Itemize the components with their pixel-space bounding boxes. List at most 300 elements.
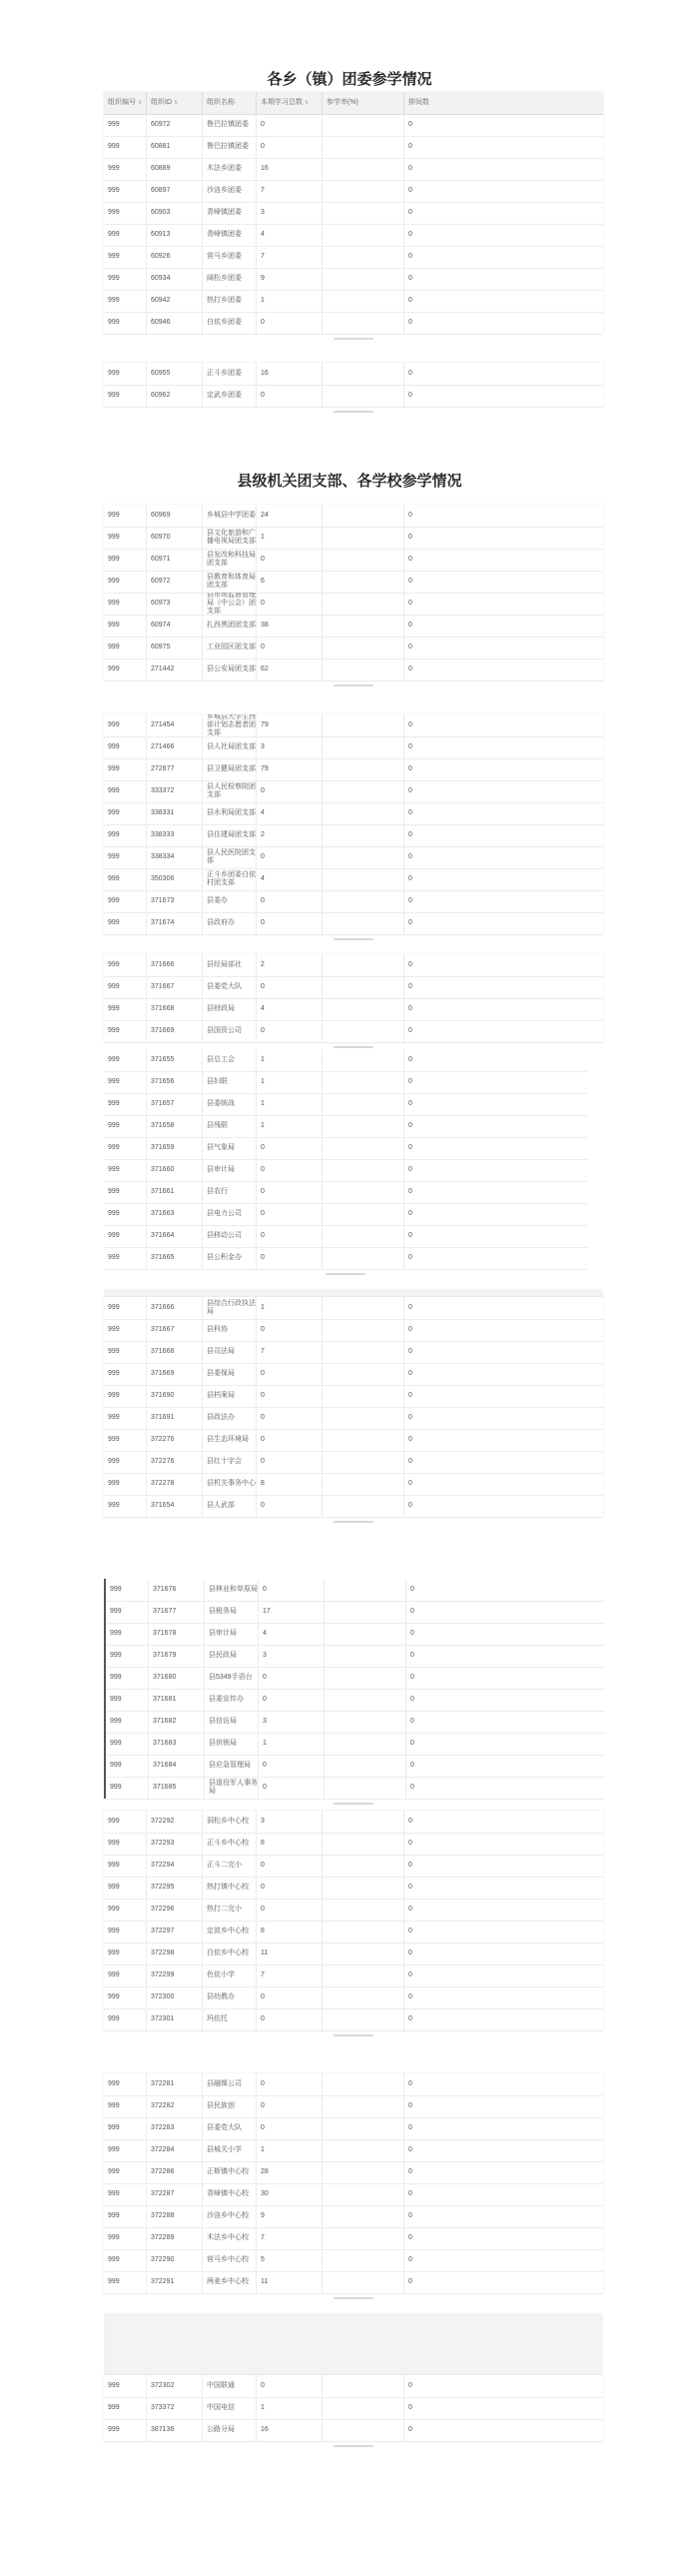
cell-participation-rate (324, 1645, 405, 1667)
cell-org-id: 371680 (148, 1667, 204, 1689)
cell-org-id: 371682 (148, 1711, 204, 1733)
cell-org-number: 999 (108, 1949, 120, 1956)
cell-study-total: 0 (256, 1203, 322, 1225)
cell-org-id: 372299 (146, 1964, 202, 1986)
table-row (104, 615, 603, 638)
header-org-number[interactable] (104, 92, 146, 114)
cell-rank-count: 0 (403, 2095, 603, 2117)
header-label: 排间数 (408, 99, 429, 106)
table-row (104, 246, 603, 269)
cell-org-name: 热打乡团委 (202, 290, 256, 312)
table-block (104, 714, 603, 934)
cell-org-number: 999 (108, 187, 120, 194)
cell-org-number: 999 (108, 961, 120, 968)
cell-participation-rate (322, 1363, 403, 1385)
cell-rank-count: 0 (403, 2375, 603, 2397)
cell-org-id: 371657 (146, 1093, 202, 1115)
cell-org-number: 999 (108, 1906, 120, 1913)
township-section-title: 各乡（镇）团委参学情况 (267, 70, 432, 88)
cell-org-id: 371661 (146, 1181, 202, 1203)
cell-org-number: 999 (108, 209, 120, 216)
cell-rank-count: 0 (403, 1363, 603, 1385)
cell-org-number: 999 (108, 578, 120, 585)
cell-org-number: 999 (108, 1210, 120, 1217)
cell-org-id: 372276 (146, 1429, 202, 1451)
cell-rank-count: 0 (403, 1319, 603, 1341)
cell-org-number: 999 (108, 1480, 120, 1487)
cell-org-number: 999 (108, 1840, 120, 1847)
cell-rank-count: 0 (405, 1711, 605, 1733)
cell-study-total: 0 (256, 2095, 322, 2117)
table-block (104, 505, 603, 680)
cell-org-name: 县委党大队 (202, 2117, 256, 2139)
cell-rank-count: 0 (403, 2139, 603, 2161)
cell-participation-rate (322, 2183, 403, 2205)
cell-participation-rate (322, 527, 403, 549)
cell-study-total: 0 (256, 1877, 322, 1899)
cell-rank-count: 0 (403, 1071, 587, 1093)
cell-study-total: 4 (258, 1623, 324, 1645)
cell-rank-count: 0 (403, 780, 603, 802)
table-block (104, 954, 603, 1042)
cell-org-number: 999 (108, 1188, 120, 1195)
cell-org-name: 沙洛乡中心校 (202, 2205, 256, 2227)
cell-org-name: 玛依托 (202, 2008, 256, 2030)
cell-rank-count: 0 (403, 224, 603, 246)
cell-rank-count: 0 (403, 1297, 603, 1319)
scrollbar-thumb[interactable] (326, 1273, 365, 1275)
cell-org-number: 999 (108, 1166, 120, 1173)
cell-org-name: 营马乡中心校 (202, 2249, 256, 2271)
cell-org-name: 正斯镇中心校 (202, 2161, 256, 2183)
cell-participation-rate (322, 1071, 403, 1093)
table-row (104, 312, 603, 335)
cell-org-id: 372298 (146, 1942, 202, 1964)
cell-org-number: 999 (108, 897, 120, 904)
cell-rank-count: 0 (403, 2008, 603, 2030)
cell-rank-count: 0 (403, 549, 603, 571)
cell-study-total: 6 (256, 571, 322, 593)
table-row (104, 158, 603, 181)
scrollbar-thumb[interactable] (334, 2445, 373, 2447)
cell-org-id: 272877 (146, 758, 202, 780)
cell-org-id: 372290 (146, 2249, 202, 2271)
cell-org-name: 县人民医院团支部 (202, 846, 256, 868)
cell-participation-rate (322, 593, 403, 615)
cell-org-number: 999 (110, 1718, 122, 1725)
table-row (104, 2227, 603, 2250)
cell-participation-rate (322, 615, 403, 637)
cell-org-name: 白依乡团委 (202, 312, 256, 334)
table-row (104, 2008, 603, 2031)
cell-rank-count: 0 (403, 868, 603, 890)
cell-participation-rate (322, 505, 403, 527)
cell-org-name: 鲁巴拉镇团委 (202, 136, 256, 158)
cell-participation-rate (322, 1203, 403, 1225)
cell-org-number: 999 (108, 1348, 120, 1355)
table-row (104, 2117, 603, 2140)
cell-study-total: 0 (256, 385, 322, 407)
table-row (104, 1115, 587, 1138)
cell-participation-rate (322, 868, 403, 890)
cell-org-id: 371677 (148, 1601, 204, 1623)
scrollbar-thumb[interactable] (334, 2034, 373, 2036)
cell-org-number: 999 (108, 392, 120, 399)
cell-org-number: 999 (108, 1436, 120, 1443)
cell-org-id: 372288 (146, 2205, 202, 2227)
cell-org-number: 999 (108, 1027, 120, 1034)
cell-org-number: 999 (108, 1414, 120, 1421)
table-row (104, 714, 603, 737)
cell-org-id: 371656 (146, 1071, 202, 1093)
cell-study-total: 16 (256, 2419, 322, 2441)
cell-rank-count: 0 (403, 1407, 603, 1429)
cell-study-total: 0 (256, 1385, 322, 1407)
cell-org-name: 县教育和体育局团支部 (202, 571, 256, 593)
cell-org-id: 60969 (146, 505, 202, 527)
cell-participation-rate (322, 1137, 403, 1159)
cell-org-id: 372284 (146, 2139, 202, 2161)
sort-icon[interactable]: ⇅ (174, 100, 179, 106)
cell-org-id: 60946 (146, 312, 202, 334)
table-header-row (104, 92, 603, 115)
cell-participation-rate (322, 1159, 403, 1181)
cell-org-name: 乡城县大学生西部计划志愿者团支部 (202, 714, 256, 736)
cell-study-total: 7 (256, 180, 322, 202)
cell-rank-count: 0 (403, 2419, 603, 2441)
cell-study-total: 0 (256, 1181, 322, 1203)
table-row (104, 1049, 587, 1072)
cell-org-name: 县科协 (202, 1319, 256, 1341)
cell-org-id: 372295 (146, 1877, 202, 1899)
header-label: 组织ID (151, 99, 172, 106)
cell-org-name: 县政法办 (202, 1407, 256, 1429)
cell-org-id: 372297 (146, 1921, 202, 1942)
table-row (106, 1667, 605, 1690)
cell-rank-count: 0 (405, 1733, 605, 1755)
cell-rank-count: 0 (403, 1986, 603, 2008)
cell-org-number: 999 (108, 2404, 120, 2411)
cell-org-number: 999 (108, 1144, 120, 1151)
cell-org-name: 两麦乡中心校 (202, 2271, 256, 2293)
header-label: 组织名称 (207, 99, 235, 106)
cell-rank-count: 0 (403, 571, 603, 593)
cell-participation-rate (324, 1601, 405, 1623)
table-row (106, 1689, 605, 1712)
cell-participation-rate (322, 571, 403, 593)
scrollbar-thumb[interactable] (334, 938, 373, 940)
cell-rank-count: 0 (403, 593, 603, 615)
cell-org-number: 999 (108, 721, 120, 728)
cell-participation-rate (322, 1429, 403, 1451)
cell-org-id: 60889 (146, 158, 202, 180)
cell-org-name: 县委办 (202, 890, 256, 912)
cell-org-name: 县移动公司 (202, 1225, 256, 1247)
cell-org-id: 338334 (146, 846, 202, 868)
cell-study-total: 1 (256, 1093, 322, 1115)
cell-study-total: 0 (256, 976, 322, 998)
cell-participation-rate (322, 2227, 403, 2249)
cell-org-number: 999 (108, 831, 120, 838)
table-row (104, 385, 603, 408)
cell-participation-rate (322, 1407, 403, 1429)
table-row (104, 114, 603, 137)
scrollbar-thumb[interactable] (334, 338, 373, 340)
cell-study-total: 0 (256, 1986, 322, 2008)
cell-participation-rate (322, 1385, 403, 1407)
cell-study-total: 0 (256, 1159, 322, 1181)
cell-participation-rate (322, 2375, 403, 2397)
table-row (104, 758, 603, 781)
cell-study-total: 4 (256, 802, 322, 824)
cell-org-id: 371667 (146, 976, 202, 998)
cell-study-total: 0 (256, 1855, 322, 1877)
cell-org-number: 999 (108, 556, 120, 563)
cell-org-name: 县红十字会 (202, 1451, 256, 1473)
cell-participation-rate (322, 2205, 403, 2227)
table-row (104, 868, 603, 891)
cell-org-id: 60973 (146, 593, 202, 615)
cell-org-name: 扎西黑团团支部 (202, 615, 256, 637)
header-study-total[interactable] (256, 92, 322, 114)
cell-rank-count: 0 (403, 2183, 603, 2205)
table-row (104, 2249, 603, 2272)
cell-rank-count: 0 (403, 1385, 603, 1407)
cell-org-id: 371685 (148, 1777, 204, 1799)
table-row (104, 2419, 603, 2442)
scrollbar-thumb[interactable] (334, 411, 373, 413)
cell-org-number: 999 (108, 2234, 120, 2241)
table-row (104, 1899, 603, 1922)
cell-rank-count: 0 (403, 180, 603, 202)
cell-study-total: 1 (256, 1071, 322, 1093)
cell-org-name: 县水利局团支部 (202, 802, 256, 824)
cell-participation-rate (322, 2419, 403, 2441)
sort-icon[interactable]: ⇅ (305, 100, 310, 106)
cell-org-number: 999 (108, 1928, 120, 1934)
cell-org-name: 县公安局团支部 (202, 658, 256, 680)
cell-participation-rate (322, 912, 403, 934)
cell-org-number: 999 (108, 512, 120, 519)
scrollbar-thumb[interactable] (334, 684, 373, 686)
cell-org-id: 60897 (146, 180, 202, 202)
cell-study-total: 0 (256, 2375, 322, 2397)
cell-participation-rate (322, 658, 403, 680)
cell-org-number: 999 (108, 622, 120, 629)
cell-rank-count: 0 (403, 912, 603, 934)
scrollbar-thumb[interactable] (334, 1046, 373, 1048)
cell-rank-count: 0 (403, 1049, 587, 1071)
cell-study-total: 3 (256, 202, 322, 224)
cell-rank-count: 0 (403, 505, 603, 527)
header-participation-rate[interactable] (322, 92, 403, 114)
scrollbar-thumb[interactable] (334, 2297, 373, 2299)
table-block (104, 1297, 603, 1517)
cell-participation-rate (324, 1755, 405, 1777)
header-org-name[interactable] (202, 92, 256, 114)
cell-org-name: 县公积金办 (202, 1247, 256, 1269)
table-block (104, 92, 603, 334)
table-row (106, 1645, 605, 1668)
cell-org-id: 60942 (146, 290, 202, 312)
table-row (106, 1733, 605, 1756)
cell-study-total: 3 (258, 1645, 324, 1667)
table-row (104, 290, 603, 313)
table-row (104, 1833, 603, 1856)
cell-rank-count: 0 (403, 2397, 603, 2419)
cell-org-id: 271442 (146, 658, 202, 680)
cell-study-total: 0 (256, 846, 322, 868)
cell-study-total: 0 (256, 2073, 322, 2095)
table-block (104, 2375, 603, 2441)
cell-participation-rate (322, 1964, 403, 1986)
table-row (104, 824, 603, 847)
scrollbar-thumb[interactable] (334, 1521, 373, 1523)
cell-rank-count: 0 (403, 2205, 603, 2227)
cell-org-name: 青峰镇团委 (202, 202, 256, 224)
cell-org-name: 县人武部 (202, 1495, 256, 1517)
cell-org-id: 371681 (148, 1689, 204, 1711)
cell-participation-rate (322, 2117, 403, 2139)
cell-participation-rate (322, 802, 403, 824)
cell-org-number: 999 (108, 1971, 120, 1978)
cell-study-total: 11 (256, 2271, 322, 2293)
cell-participation-rate (322, 1877, 403, 1899)
cell-rank-count: 0 (403, 736, 603, 758)
cell-rank-count: 0 (403, 1921, 603, 1942)
cell-org-name: 沙洛乡团委 (202, 180, 256, 202)
header-label: 本期学习总数 (261, 99, 303, 106)
cell-study-total: 0 (256, 1137, 322, 1159)
cell-org-name: 县发改和科技局团支部 (202, 549, 256, 571)
table-row (104, 363, 603, 386)
cell-participation-rate (322, 1942, 403, 1964)
cell-participation-rate (322, 202, 403, 224)
cell-org-number: 999 (108, 983, 120, 990)
header-org-id[interactable] (146, 92, 202, 114)
cell-org-number: 999 (108, 787, 120, 794)
cell-study-total: 1 (256, 527, 322, 549)
cell-org-name: 县融媒公司 (202, 2073, 256, 2095)
table-row (104, 1203, 587, 1226)
cell-study-total: 0 (256, 2008, 322, 2030)
cell-rank-count: 0 (403, 1020, 603, 1042)
table-block (104, 1811, 603, 2030)
cell-org-number: 999 (108, 275, 120, 282)
cell-org-number: 999 (108, 1392, 120, 1399)
cell-org-id: 371664 (146, 1225, 202, 1247)
cell-org-name: 县政府办 (202, 912, 256, 934)
cell-study-total: 8 (256, 1473, 322, 1495)
cell-participation-rate (322, 1811, 403, 1833)
cell-org-id: 371658 (146, 1115, 202, 1137)
cell-org-name: 县综合行政执法局 (202, 1297, 256, 1319)
cell-study-total: 0 (256, 1319, 322, 1341)
cell-org-number: 999 (108, 2278, 120, 2285)
cell-org-name: 县机关事务中心 (202, 1473, 256, 1495)
cell-org-number: 999 (108, 2168, 120, 2175)
cell-rank-count: 0 (403, 846, 603, 868)
cell-study-total: 3 (256, 1811, 322, 1833)
grey-filler (104, 2313, 603, 2375)
cell-participation-rate (322, 114, 403, 136)
cell-rank-count: 0 (403, 1855, 603, 1877)
cell-study-total: 28 (256, 2161, 322, 2183)
cell-rank-count: 0 (403, 1429, 603, 1451)
cell-rank-count: 0 (403, 1495, 603, 1517)
cell-org-name: 县供销局 (204, 1733, 258, 1755)
table-row (106, 1579, 605, 1602)
cell-org-name: 县民政局 (204, 1645, 258, 1667)
cell-org-id: 271454 (146, 714, 202, 736)
table-row (104, 2095, 603, 2118)
sort-icon[interactable]: ⇅ (138, 100, 143, 106)
cell-participation-rate (324, 1733, 405, 1755)
cell-participation-rate (324, 1711, 405, 1733)
cell-rank-count: 0 (405, 1755, 605, 1777)
cell-rank-count: 0 (403, 802, 603, 824)
cell-org-number: 999 (110, 1674, 122, 1681)
cell-org-id: 372278 (146, 1473, 202, 1495)
cell-rank-count: 0 (403, 658, 603, 680)
cell-participation-rate (324, 1777, 405, 1799)
scrollbar-thumb[interactable] (334, 1803, 373, 1805)
cell-participation-rate (322, 1319, 403, 1341)
cell-participation-rate (322, 2161, 403, 2183)
cell-org-name: 县人民检察院团支部 (202, 780, 256, 802)
cell-study-total: 79 (256, 714, 322, 736)
cell-org-number: 999 (110, 1784, 122, 1791)
cell-org-number: 999 (110, 1630, 122, 1637)
cell-org-number: 999 (108, 297, 120, 304)
cell-rank-count: 0 (403, 1833, 603, 1855)
cell-rank-count: 0 (403, 824, 603, 846)
cell-org-number: 999 (108, 1993, 120, 2000)
cell-participation-rate (322, 2249, 403, 2271)
cell-org-id: 371666 (146, 954, 202, 976)
cell-org-number: 999 (110, 1740, 122, 1747)
cell-rank-count: 0 (403, 312, 603, 334)
cell-study-total: 30 (256, 2183, 322, 2205)
cell-org-name: 县档案局 (202, 1385, 256, 1407)
cell-rank-count: 0 (403, 2249, 603, 2271)
cell-rank-count: 0 (403, 2117, 603, 2139)
cell-org-id: 387136 (146, 2419, 202, 2441)
cell-participation-rate (322, 1451, 403, 1473)
table-row (104, 1811, 603, 1834)
table-row (104, 1247, 587, 1270)
cell-rank-count: 0 (405, 1667, 605, 1689)
cell-org-name: 正斗乡团委白依村团支部 (202, 868, 256, 890)
cell-study-total: 0 (256, 890, 322, 912)
cell-org-name: 县经局部社 (202, 954, 256, 976)
cell-study-total: 1 (256, 1297, 322, 1319)
cell-participation-rate (322, 246, 403, 268)
cell-participation-rate (322, 1855, 403, 1877)
table-row (104, 2397, 603, 2420)
cell-study-total: 0 (256, 912, 322, 934)
cell-org-id: 372287 (146, 2183, 202, 2205)
cell-org-name: 县电力公司 (202, 1203, 256, 1225)
header-rank-count[interactable] (403, 92, 603, 114)
cell-org-name: 县幼教办 (202, 1986, 256, 2008)
cell-rank-count: 0 (405, 1689, 605, 1711)
table-row (104, 1451, 603, 1474)
cell-study-total: 0 (256, 1363, 322, 1385)
cell-org-id: 372282 (146, 2095, 202, 2117)
cell-org-number: 999 (108, 1100, 120, 1107)
cell-rank-count: 0 (403, 1115, 587, 1137)
